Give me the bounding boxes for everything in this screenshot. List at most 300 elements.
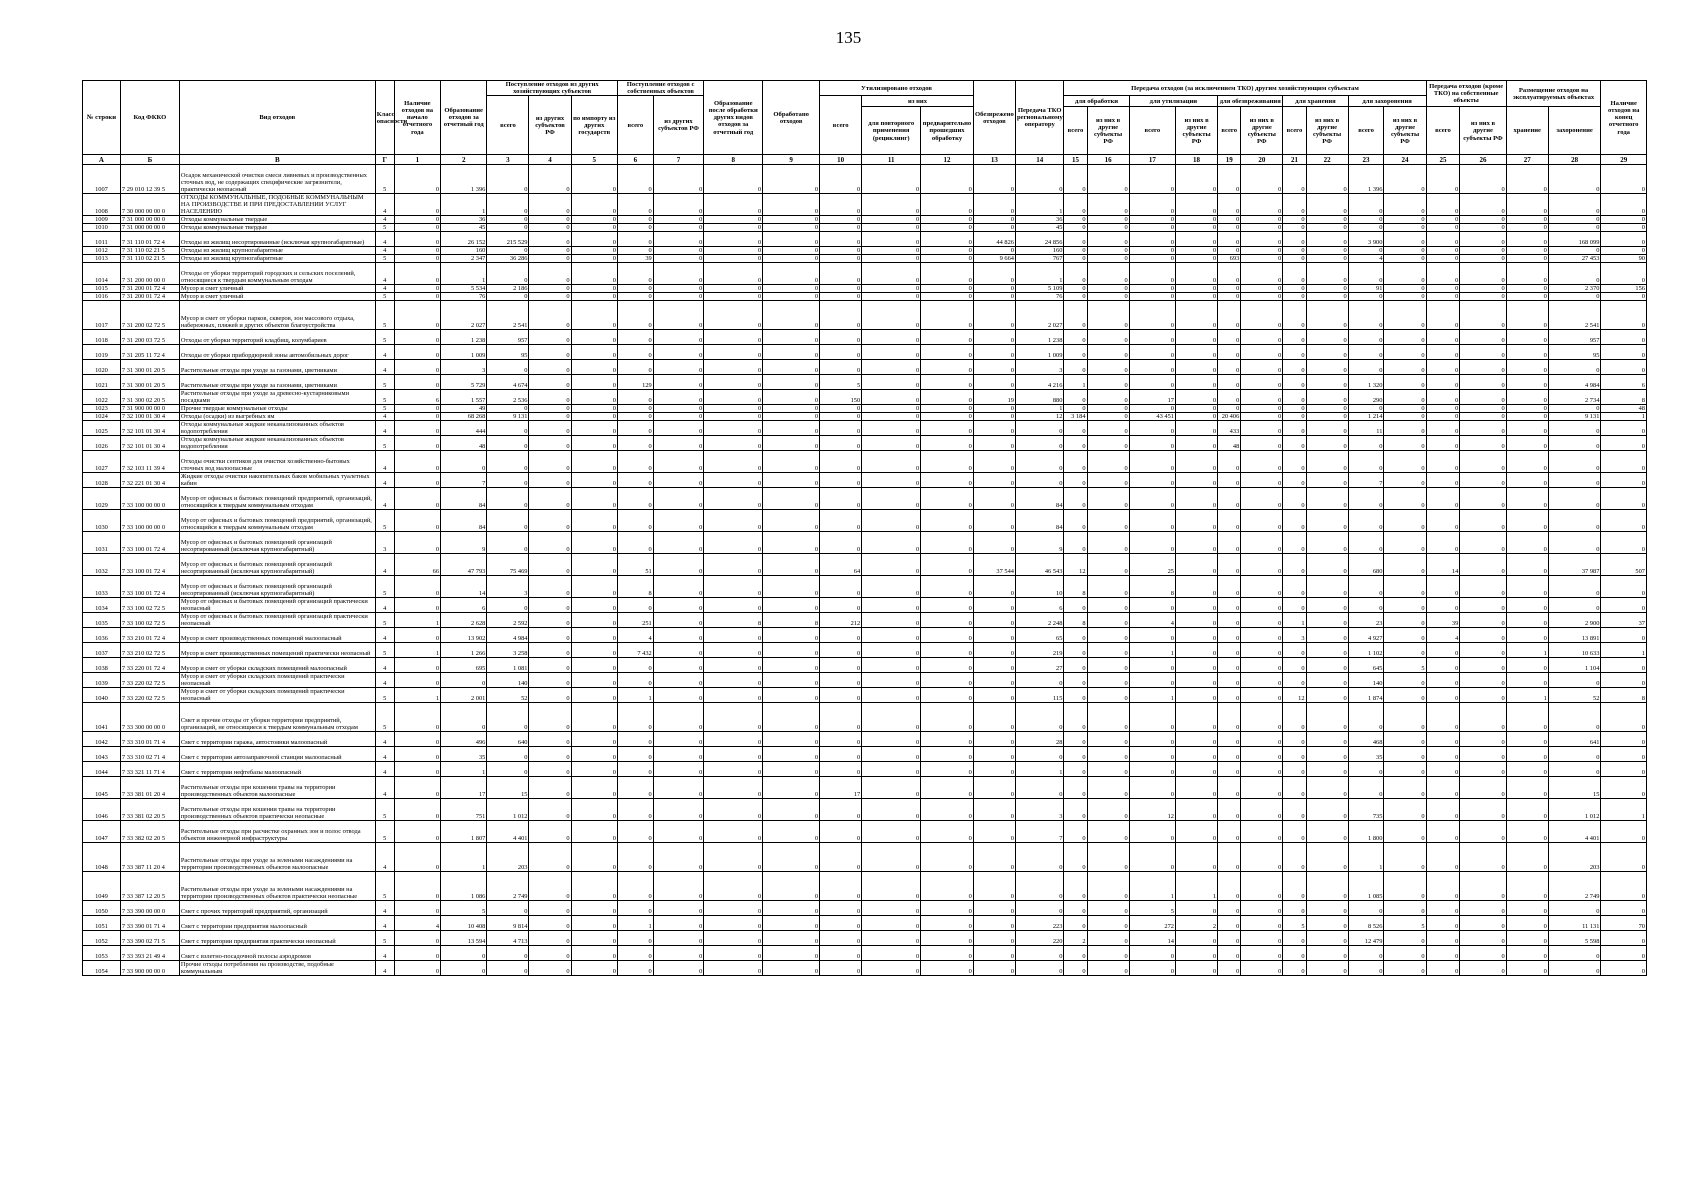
value-cell: 0 (820, 916, 862, 931)
value-cell: 0 (529, 473, 571, 488)
table-row (83, 224, 1647, 232)
value-cell: 0 (1283, 436, 1306, 451)
value-cell: 0 (529, 510, 571, 532)
value-cell: 0 (1426, 901, 1460, 916)
value-cell: 0 (529, 946, 571, 961)
value-cell: 0 (394, 946, 440, 961)
value-cell: 0 (1506, 405, 1548, 413)
value-cell: 0 (653, 703, 704, 732)
value-cell: 0 (1506, 901, 1548, 916)
waste-name-cell: Мусор от офисных и бытовых помещений предприятий, организаций, относящийся к твердым коммунальным отходам (179, 488, 375, 510)
value-cell: 0 (1506, 247, 1548, 255)
value-cell: 0 (1460, 390, 1506, 405)
value-cell: 0 (1283, 405, 1306, 413)
value-cell: 0 (820, 451, 862, 473)
value-cell: 0 (1601, 451, 1647, 473)
value-cell: 0 (529, 821, 571, 843)
value-cell: 0 (571, 301, 617, 330)
value-cell: 3 (441, 360, 487, 375)
header-own-transfer-total: всего (1426, 107, 1460, 155)
value-cell: 0 (973, 643, 1015, 658)
value-cell: 0 (1015, 747, 1063, 762)
value-cell: 0 (1087, 413, 1129, 421)
value-cell: 0 (1306, 301, 1348, 330)
value-cell: 0 (763, 390, 820, 405)
column-letter: 8 (704, 155, 763, 165)
value-cell: 0 (921, 931, 974, 946)
hazard-class-cell: 5 (375, 703, 394, 732)
row-number-cell: 1033 (83, 576, 121, 598)
header-reuse: для повторного применения (рециклинг) (862, 107, 921, 155)
value-cell: 19 (973, 390, 1015, 405)
value-cell: 0 (571, 413, 617, 421)
value-cell: 0 (617, 777, 653, 799)
value-cell: 0 (973, 628, 1015, 643)
value-cell: 0 (653, 255, 704, 263)
value-cell: 0 (1087, 473, 1129, 488)
row-number-cell: 1029 (83, 488, 121, 510)
value-cell: 0 (763, 451, 820, 473)
value-cell: 0 (1306, 436, 1348, 451)
value-cell: 0 (1306, 703, 1348, 732)
value-cell: 444 (441, 421, 487, 436)
value-cell: 0 (1426, 510, 1460, 532)
value-cell: 2 541 (487, 301, 529, 330)
value-cell: 0 (1506, 473, 1548, 488)
value-cell: 0 (1306, 232, 1348, 247)
value-cell: 1 012 (487, 799, 529, 821)
value-cell: 0 (1283, 732, 1306, 747)
value-cell: 0 (1283, 576, 1306, 598)
value-cell: 0 (617, 345, 653, 360)
value-cell: 0 (1306, 747, 1348, 762)
value-cell: 0 (1218, 224, 1241, 232)
value-cell: 0 (529, 732, 571, 747)
value-cell: 0 (1601, 165, 1647, 194)
value-cell: 0 (653, 224, 704, 232)
value-cell: 0 (1283, 821, 1306, 843)
value-cell: 0 (1384, 821, 1426, 843)
value-cell: 0 (394, 224, 440, 232)
value-cell: 0 (973, 360, 1015, 375)
value-cell: 0 (704, 554, 763, 576)
value-cell: 0 (1176, 165, 1218, 194)
value-cell: 0 (1241, 293, 1283, 301)
table-row (83, 413, 1647, 421)
value-cell: 0 (1176, 285, 1218, 293)
hazard-class-cell: 4 (375, 451, 394, 473)
waste-name-cell: Мусор и смет от уборки складских помещений практически неопасный (179, 688, 375, 703)
value-cell: 0 (394, 777, 440, 799)
value-cell: 0 (394, 285, 440, 293)
value-cell: 0 (653, 598, 704, 613)
value-cell: 0 (529, 777, 571, 799)
value-cell: 0 (1283, 777, 1306, 799)
code-cell: 7 33 100 01 72 4 (120, 554, 179, 576)
value-cell: 0 (921, 673, 974, 688)
value-cell: 0 (763, 872, 820, 901)
value-cell: 0 (1601, 216, 1647, 224)
value-cell: 0 (1087, 247, 1129, 255)
table-row (83, 554, 1647, 576)
value-cell: 14 (441, 576, 487, 598)
value-cell: 0 (1241, 613, 1283, 628)
value-cell: 0 (820, 688, 862, 703)
value-cell: 0 (653, 554, 704, 576)
code-cell: 7 32 100 01 30 4 (120, 413, 179, 421)
value-cell: 0 (1283, 451, 1306, 473)
value-cell: 0 (1384, 224, 1426, 232)
value-cell: 0 (1218, 916, 1241, 931)
value-cell: 0 (1460, 413, 1506, 421)
value-cell: 0 (394, 762, 440, 777)
value-cell: 5 109 (1015, 285, 1063, 293)
table-row (83, 255, 1647, 263)
header-own-other-subjects: из других субъектов РФ (653, 96, 704, 155)
value-cell: 0 (1460, 703, 1506, 732)
value-cell: 0 (862, 799, 921, 821)
value-cell: 0 (921, 946, 974, 961)
value-cell: 0 (704, 488, 763, 510)
value-cell: 0 (1283, 285, 1306, 293)
value-cell: 0 (1460, 673, 1506, 688)
value-cell: 0 (862, 473, 921, 488)
value-cell: 0 (973, 345, 1015, 360)
waste-name-cell: Растительные отходы при расчистке охранных зон и полос отвода объектов инженерной инфраструктуры (179, 821, 375, 843)
value-cell: 751 (441, 799, 487, 821)
value-cell: 0 (704, 598, 763, 613)
value-cell: 0 (1426, 360, 1460, 375)
value-cell: 0 (1064, 451, 1087, 473)
value-cell: 0 (1218, 375, 1241, 390)
value-cell: 0 (653, 165, 704, 194)
value-cell: 0 (617, 405, 653, 413)
value-cell: 0 (1283, 532, 1306, 554)
value-cell: 168 099 (1548, 232, 1601, 247)
value-cell: 0 (1460, 510, 1506, 532)
code-cell: 7 31 110 01 72 4 (120, 232, 179, 247)
value-cell: 0 (1426, 451, 1460, 473)
value-cell: 0 (1129, 703, 1175, 732)
value-cell: 0 (1283, 224, 1306, 232)
value-cell: 0 (763, 165, 820, 194)
value-cell: 0 (1283, 488, 1306, 510)
value-cell: 0 (487, 901, 529, 916)
value-cell: 0 (653, 473, 704, 488)
value-cell: 0 (921, 799, 974, 821)
value-cell: 0 (1064, 255, 1087, 263)
value-cell: 0 (571, 360, 617, 375)
value-cell: 0 (1460, 821, 1506, 843)
value-cell: 0 (571, 931, 617, 946)
value-cell: 0 (1129, 216, 1175, 224)
value-cell: 0 (704, 532, 763, 554)
value-cell: 0 (1384, 510, 1426, 532)
value-cell: 0 (394, 216, 440, 224)
value-cell: 0 (1506, 872, 1548, 901)
value-cell: 3 900 (1348, 232, 1384, 247)
value-cell: 4 984 (487, 628, 529, 643)
value-cell: 0 (820, 421, 862, 436)
value-cell: 0 (1348, 762, 1384, 777)
value-cell: 0 (1306, 451, 1348, 473)
value-cell: 0 (1384, 762, 1426, 777)
value-cell: 0 (529, 194, 571, 216)
value-cell: 0 (921, 703, 974, 732)
value-cell: 0 (487, 747, 529, 762)
value-cell: 115 (1015, 688, 1063, 703)
value-cell: 0 (704, 232, 763, 247)
value-cell: 0 (1506, 777, 1548, 799)
value-cell: 0 (394, 247, 440, 255)
value-cell: 645 (1348, 658, 1384, 673)
value-cell: 0 (1601, 263, 1647, 285)
value-cell: 0 (820, 703, 862, 732)
value-cell: 0 (1283, 301, 1306, 330)
value-cell: 0 (1176, 451, 1218, 473)
value-cell: 0 (617, 598, 653, 613)
value-cell: 0 (394, 598, 440, 613)
waste-name-cell: Осадок механической очистки смеси ливневых и производственных сточных вод, не содержащих специфические загрязнители, практически неопасный (179, 165, 375, 194)
value-cell: 0 (1087, 777, 1129, 799)
value-cell: 0 (1306, 421, 1348, 436)
value-cell: 0 (1218, 405, 1241, 413)
header-own-transfer-other-subjects: из них в другие субъекты РФ (1460, 107, 1506, 155)
value-cell: 0 (1087, 451, 1129, 473)
row-number-cell: 1046 (83, 799, 121, 821)
value-cell: 0 (487, 165, 529, 194)
value-cell: 0 (571, 488, 617, 510)
value-cell: 0 (763, 931, 820, 946)
column-letter: 5 (571, 155, 617, 165)
value-cell: 0 (820, 224, 862, 232)
value-cell: 0 (820, 247, 862, 255)
value-cell: 0 (529, 901, 571, 916)
value-cell: 0 (820, 510, 862, 532)
value-cell: 0 (1426, 732, 1460, 747)
code-cell: 7 33 382 02 20 5 (120, 821, 179, 843)
value-cell: 129 (617, 375, 653, 390)
value-cell: 0 (1218, 532, 1241, 554)
waste-name-cell: Отходы (осадки) из выгребных ям (179, 413, 375, 421)
waste-name-cell: Отходы от уборки территорий городских и сельских поселений, относящиеся к твердым коммунальным отходам (179, 263, 375, 285)
value-cell: 0 (1306, 916, 1348, 931)
value-cell: 0 (1283, 293, 1306, 301)
value-cell: 46 543 (1015, 554, 1063, 576)
waste-name-cell: Мусор и смет от уборки парков, скверов, зон массового отдыха, набережных, пляжей и других объектов благоустройства (179, 301, 375, 330)
value-cell: 0 (1218, 263, 1241, 285)
value-cell: 0 (1015, 946, 1063, 961)
value-cell: 28 (1015, 732, 1063, 747)
value-cell: 2 027 (441, 301, 487, 330)
header-own-transfer-group: Передача отходов (кроме ТКО) на собственные объекты (1426, 81, 1506, 107)
code-cell: 7 33 220 02 72 5 (120, 688, 179, 703)
value-cell: 0 (617, 872, 653, 901)
value-cell: 0 (1426, 931, 1460, 946)
value-cell: 0 (704, 255, 763, 263)
value-cell: 0 (653, 732, 704, 747)
table-row (83, 405, 1647, 413)
value-cell: 0 (820, 732, 862, 747)
value-cell: 0 (862, 576, 921, 598)
value-cell: 4 927 (1348, 628, 1384, 643)
value-cell: 0 (820, 961, 862, 976)
value-cell: 0 (1176, 532, 1218, 554)
value-cell: 0 (1460, 263, 1506, 285)
value-cell: 0 (1506, 390, 1548, 405)
value-cell: 0 (653, 330, 704, 345)
value-cell: 0 (653, 843, 704, 872)
value-cell: 0 (1384, 628, 1426, 643)
value-cell: 0 (1087, 285, 1129, 293)
row-number-cell: 1018 (83, 330, 121, 345)
code-cell: 7 33 390 01 71 4 (120, 916, 179, 931)
value-cell: 0 (1384, 598, 1426, 613)
value-cell: 0 (862, 451, 921, 473)
value-cell: 0 (1306, 777, 1348, 799)
value-cell: 0 (617, 510, 653, 532)
value-cell: 0 (704, 576, 763, 598)
value-cell: 0 (1601, 961, 1647, 976)
value-cell: 0 (704, 510, 763, 532)
value-cell: 14 (1129, 931, 1175, 946)
value-cell: 1 (1348, 843, 1384, 872)
value-cell: 0 (1241, 777, 1283, 799)
value-cell: 0 (862, 405, 921, 413)
value-cell: 0 (763, 405, 820, 413)
hazard-class-cell: 4 (375, 263, 394, 285)
value-cell: 0 (529, 688, 571, 703)
value-cell: 1 (1015, 194, 1063, 216)
value-cell: 0 (1426, 405, 1460, 413)
value-cell: 0 (763, 510, 820, 532)
value-cell: 0 (1506, 285, 1548, 293)
value-cell: 0 (1348, 510, 1384, 532)
value-cell: 0 (1218, 216, 1241, 224)
value-cell: 75 469 (487, 554, 529, 576)
value-cell: 0 (1384, 843, 1426, 872)
value-cell: 0 (1176, 232, 1218, 247)
value-cell: 1 (1015, 762, 1063, 777)
value-cell: 641 (1548, 732, 1601, 747)
value-cell: 0 (653, 762, 704, 777)
value-cell: 20 406 (1218, 413, 1241, 421)
column-letter: 14 (1015, 155, 1063, 165)
value-cell: 4 674 (487, 375, 529, 390)
value-cell: 0 (1064, 232, 1087, 247)
value-cell: 0 (973, 165, 1015, 194)
value-cell: 0 (1241, 345, 1283, 360)
value-cell: 0 (1601, 532, 1647, 554)
value-cell: 0 (1460, 961, 1506, 976)
value-cell: 0 (1384, 488, 1426, 510)
value-cell: 0 (529, 301, 571, 330)
value-cell: 0 (1241, 703, 1283, 732)
row-number-cell: 1017 (83, 301, 121, 330)
value-cell: 0 (763, 216, 820, 224)
waste-name-cell: Мусор и смет производственных помещений практически неопасный (179, 643, 375, 658)
hazard-class-cell: 5 (375, 390, 394, 405)
row-number-cell: 1023 (83, 405, 121, 413)
value-cell: 0 (704, 330, 763, 345)
value-cell: 0 (1218, 510, 1241, 532)
value-cell: 0 (1384, 247, 1426, 255)
value-cell: 0 (1218, 961, 1241, 976)
waste-name-cell: Смет с прочих территорий предприятий, организаций (179, 901, 375, 916)
value-cell: 0 (1426, 436, 1460, 451)
value-cell: 880 (1015, 390, 1063, 405)
value-cell: 0 (1218, 488, 1241, 510)
value-cell: 0 (1129, 488, 1175, 510)
value-cell: 0 (1176, 375, 1218, 390)
value-cell: 0 (1601, 488, 1647, 510)
hazard-class-cell: 4 (375, 216, 394, 224)
value-cell: 0 (571, 330, 617, 345)
value-cell: 0 (1283, 598, 1306, 613)
value-cell: 1 009 (1015, 345, 1063, 360)
value-cell: 0 (529, 405, 571, 413)
value-cell: 0 (1506, 301, 1548, 330)
value-cell: 0 (617, 473, 653, 488)
value-cell: 0 (862, 263, 921, 285)
value-cell: 0 (1087, 390, 1129, 405)
value-cell: 0 (1426, 473, 1460, 488)
value-cell: 0 (1087, 643, 1129, 658)
value-cell: 0 (1241, 554, 1283, 576)
value-cell: 680 (1348, 554, 1384, 576)
waste-name-cell: Мусор от офисных и бытовых помещений организаций практически неопасный (179, 613, 375, 628)
value-cell: 0 (1129, 375, 1175, 390)
value-cell: 0 (653, 488, 704, 510)
value-cell: 0 (571, 293, 617, 301)
value-cell: 0 (1348, 216, 1384, 224)
row-number-cell: 1024 (83, 413, 121, 421)
value-cell: 0 (1426, 821, 1460, 843)
value-cell: 0 (1064, 247, 1087, 255)
value-cell: 0 (1087, 405, 1129, 413)
value-cell: 1 (394, 688, 440, 703)
value-cell: 0 (1015, 961, 1063, 976)
column-letter: 12 (921, 155, 974, 165)
value-cell: 640 (487, 732, 529, 747)
hazard-class-cell: 5 (375, 643, 394, 658)
value-cell: 0 (973, 488, 1015, 510)
header-utilized-total: всего (820, 96, 862, 155)
value-cell: 11 (1348, 421, 1384, 436)
value-cell: 0 (441, 673, 487, 688)
table-row (83, 931, 1647, 946)
header-for-processing: для обработки (1064, 96, 1129, 107)
code-cell: 7 31 200 01 72 4 (120, 293, 179, 301)
value-cell: 45 (1015, 224, 1063, 232)
value-cell: 3 258 (487, 643, 529, 658)
value-cell: 0 (487, 473, 529, 488)
code-cell: 7 33 210 01 72 4 (120, 628, 179, 643)
value-cell: 0 (763, 961, 820, 976)
value-cell: 0 (1306, 390, 1348, 405)
value-cell: 0 (1601, 598, 1647, 613)
value-cell: 0 (1064, 643, 1087, 658)
value-cell: 0 (1064, 216, 1087, 224)
value-cell: 0 (1241, 216, 1283, 224)
value-cell: 0 (704, 360, 763, 375)
value-cell: 0 (617, 263, 653, 285)
header-pre-processing: предварительно прошедших обработку (921, 107, 974, 155)
table-row (83, 799, 1647, 821)
hazard-class-cell: 5 (375, 405, 394, 413)
value-cell: 0 (1348, 293, 1384, 301)
value-cell: 0 (1087, 762, 1129, 777)
